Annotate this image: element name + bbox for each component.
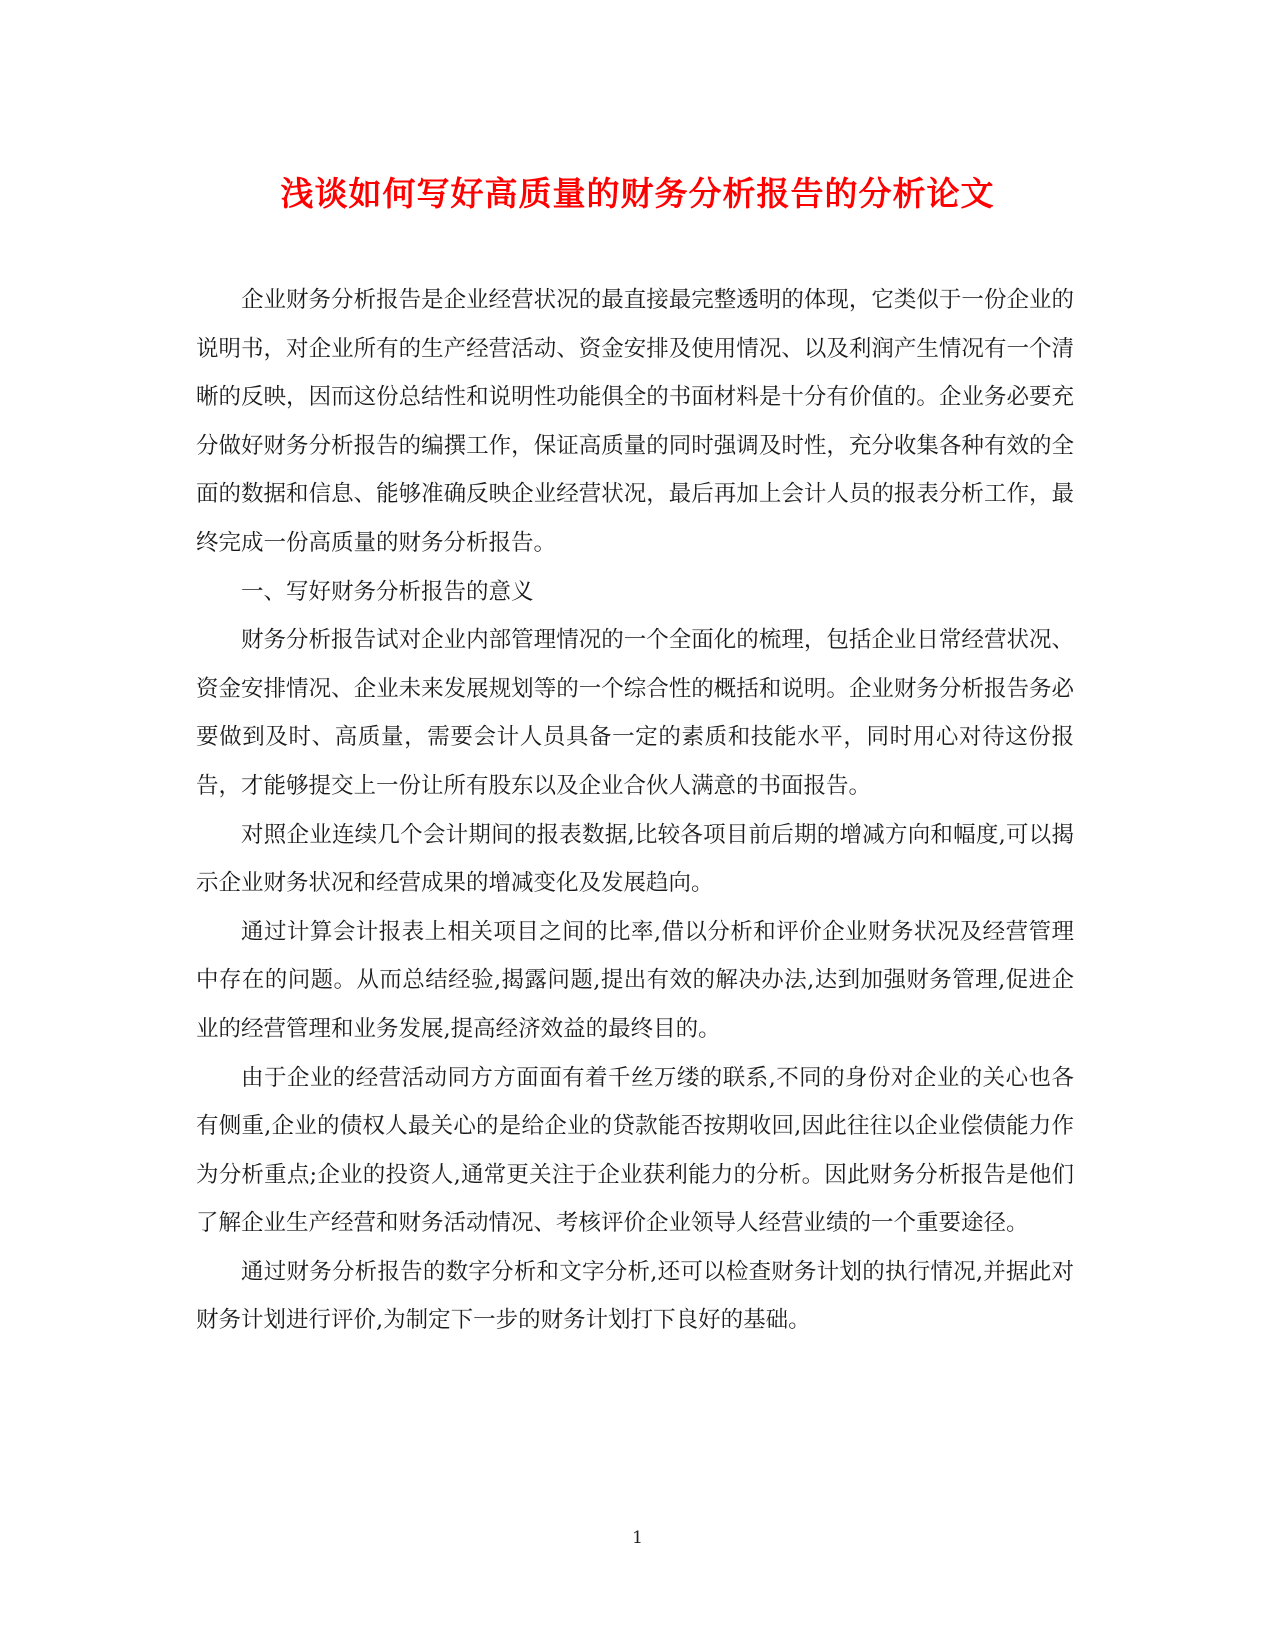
page-number: 1 [632,1528,643,1548]
paragraph-intro: 企业财务分析报告是企业经营状况的最直接最完整透明的体现，它类似于一份企业的说明书，对企业所有的生产经营活动、资金安排及使用情况、以及利润产生情况有一个清晰的反映，因而这份总结性和说明性功能俱全的书面材料是十分有价值的。企业务必要充分做好财务分析报告的编撰工作，保证高质量的同时强调及时性，充分收集各种有效的全面的数据和信息、能够准确反映企业经营状况，最后再加上会计人员的报表分析工作，最终完成一份高质量的财务分析报告。 [196,287,1074,556]
section-heading: 一、写好财务分析报告的意义 [241,578,534,605]
paragraph-ratios: 通过计算会计报表上相关项目之间的比率,借以分析和评价企业财务状况及经营管理中存在的问题。从而总结经验,揭露问题,提出有效的解决办法,达到加强财务管理,促进企业的经营管理和业务发展,提高经济效益的最终目的。 [196,918,1074,1042]
document-title: 浅谈如何写好高质量的财务分析报告的分析论文 [280,174,995,213]
document-body [196,276,1074,1345]
paragraph-plan-review: 通过财务分析报告的数字分析和文字分析,还可以检查财务计划的执行情况,并据此对财务计划进行评价,为制定下一步的财务计划打下良好的基础。 [196,1258,1074,1334]
paragraph-stakeholders: 由于企业的经营活动同方方面面有着千丝万缕的联系,不同的身份对企业的关心也各有侧重,企业的债权人最关心的是给企业的贷款能否按期收回,因此往往以企业偿债能力作为分析重点;企业的投资人,通常更关注于企业获利能力的分析。因此财务分析报告是他们了解企业生产经营和财务活动情况、考核评价企业领导人经营业绩的一个重要途径。 [196,1064,1074,1237]
paragraph-significance: 财务分析报告试对企业内部管理情况的一个全面化的梳理，包括企业日常经营状况、资金安排情况、企业未来发展规划等的一个综合性的概括和说明。企业财务分析报告务必要做到及时、高质量，需要会计人员具备一定的素质和技能水平，同时用心对待这份报告，才能够提交上一份让所有股东以及企业合伙人满意的书面报告。 [196,627,1074,799]
paragraph-comparison: 对照企业连续几个会计期间的报表数据,比较各项目前后期的增减方向和幅度,可以揭示企业财务状况和经营成果的增减变化及发展趋向。 [196,821,1074,897]
